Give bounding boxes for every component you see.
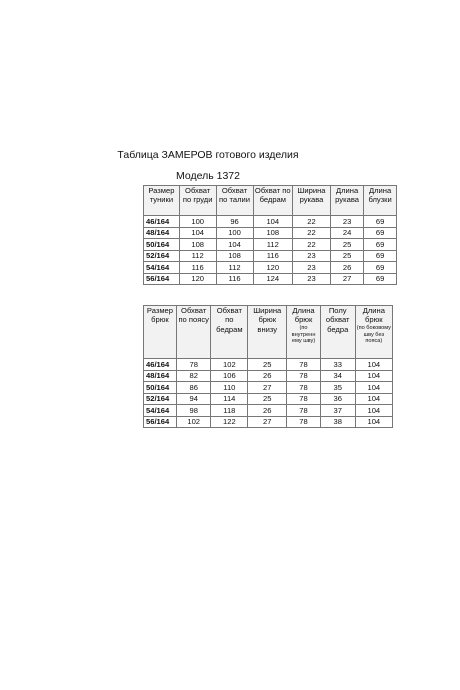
table-cell: 36: [320, 393, 355, 405]
table-cell: 78: [287, 405, 320, 417]
table-cell: 25: [248, 359, 287, 371]
table-cell: 82: [176, 370, 211, 382]
table-cell: 104: [355, 393, 392, 405]
trousers-measurements-table: [143, 305, 393, 428]
column-header-side-length: [355, 306, 392, 359]
size-cell: 54/164: [144, 262, 180, 274]
table-cell: 116: [216, 273, 253, 285]
column-header-size: Размер брюк: [144, 306, 177, 359]
column-header-hips: Обхват по бедрам: [211, 306, 248, 359]
table-cell: 69: [364, 262, 397, 274]
table-row: [144, 216, 397, 228]
table-cell: 120: [253, 262, 292, 274]
table-row: [144, 273, 397, 285]
table-cell: 104: [253, 216, 292, 228]
table-cell: 25: [248, 393, 287, 405]
column-header-sleeve-width: Ширина рукава: [293, 186, 331, 216]
table-cell: 23: [293, 262, 331, 274]
size-cell: 52/164: [144, 250, 180, 262]
table-cell: 69: [364, 227, 397, 239]
table-cell: 104: [355, 416, 392, 428]
size-cell: 52/164: [144, 393, 177, 405]
size-cell: 48/164: [144, 370, 177, 382]
column-header-waistband: Обхват по поясу: [176, 306, 211, 359]
table-cell: 116: [253, 250, 292, 262]
size-cell: 56/164: [144, 416, 177, 428]
table-row: [144, 262, 397, 274]
table-row: [144, 416, 393, 428]
table-row: [144, 239, 397, 251]
size-cell: 50/164: [144, 382, 177, 394]
table-cell: 26: [248, 405, 287, 417]
column-header-hips: Обхват по бедрам: [253, 186, 292, 216]
table-cell: 104: [355, 405, 392, 417]
table-cell: 106: [211, 370, 248, 382]
table-row: [144, 393, 393, 405]
size-cell: 54/164: [144, 405, 177, 417]
table-cell: 23: [293, 273, 331, 285]
table-cell: 100: [216, 227, 253, 239]
column-header-chest: Обхват по груди: [179, 186, 216, 216]
table-cell: 118: [211, 405, 248, 417]
table-cell: 98: [176, 405, 211, 417]
column-header-sleeve-length: Длина рукава: [330, 186, 363, 216]
table-cell: 23: [293, 250, 331, 262]
size-cell: 46/164: [144, 359, 177, 371]
table-cell: 25: [330, 239, 363, 251]
table-cell: 122: [211, 416, 248, 428]
inner-length-label: Длина брюк: [292, 306, 315, 325]
table-cell: 112: [216, 262, 253, 274]
document-title: Таблица ЗАМЕРОВ готового изделия: [117, 149, 299, 161]
table-cell: 114: [211, 393, 248, 405]
table-row: [144, 359, 393, 371]
model-number: Модель 1372: [176, 170, 240, 182]
size-cell: 50/164: [144, 239, 180, 251]
inner-length-note: (по внутренн ему шву): [291, 324, 316, 345]
table-cell: 27: [248, 416, 287, 428]
table-cell: 78: [287, 393, 320, 405]
table-row: [144, 382, 393, 394]
table-cell: 102: [176, 416, 211, 428]
table-cell: 96: [216, 216, 253, 228]
table-cell: 69: [364, 216, 397, 228]
table-cell: 22: [293, 227, 331, 239]
table-cell: 24: [330, 227, 363, 239]
table-cell: 23: [330, 216, 363, 228]
table-cell: 120: [179, 273, 216, 285]
column-header-size: Размер туники: [144, 186, 180, 216]
size-cell: 46/164: [144, 216, 180, 228]
tunic-measurements-table: [143, 185, 397, 285]
column-header-half-hip: Полу обхват бедра: [320, 306, 355, 359]
size-cell: 56/164: [144, 273, 180, 285]
table-row: [144, 370, 393, 382]
table-cell: 104: [216, 239, 253, 251]
column-header-waist: Обхват по талии: [216, 186, 253, 216]
table-cell: 116: [179, 262, 216, 274]
table-cell: 26: [248, 370, 287, 382]
table-cell: 102: [211, 359, 248, 371]
table-cell: 22: [293, 216, 331, 228]
table-cell: 27: [330, 273, 363, 285]
table-cell: 124: [253, 273, 292, 285]
table-cell: 108: [253, 227, 292, 239]
table-cell: 37: [320, 405, 355, 417]
table-cell: 104: [355, 382, 392, 394]
table-cell: 110: [211, 382, 248, 394]
table-row: [144, 405, 393, 417]
size-cell: 48/164: [144, 227, 180, 239]
table-cell: 94: [176, 393, 211, 405]
table-cell: 69: [364, 273, 397, 285]
table-cell: 78: [287, 416, 320, 428]
table-header-row: [144, 186, 397, 216]
table-cell: 112: [253, 239, 292, 251]
table-cell: 78: [287, 370, 320, 382]
table-cell: 78: [176, 359, 211, 371]
table-cell: 104: [179, 227, 216, 239]
table-cell: 104: [355, 359, 392, 371]
side-length-note: (по боковому шву без пояса): [356, 324, 391, 345]
table-cell: 34: [320, 370, 355, 382]
table-cell: 86: [176, 382, 211, 394]
table-cell: 78: [287, 359, 320, 371]
table-cell: 38: [320, 416, 355, 428]
column-header-inner-length: [287, 306, 320, 359]
column-header-bottom-width: Ширина брюк внизу: [248, 306, 287, 359]
table-cell: 33: [320, 359, 355, 371]
table-cell: 112: [179, 250, 216, 262]
table-cell: 100: [179, 216, 216, 228]
table-cell: 69: [364, 239, 397, 251]
table-cell: 35: [320, 382, 355, 394]
table-cell: 22: [293, 239, 331, 251]
table-cell: 27: [248, 382, 287, 394]
table-cell: 78: [287, 382, 320, 394]
column-header-blouse-length: Длина блузки: [364, 186, 397, 216]
table-header-row: [144, 306, 393, 359]
table-cell: 25: [330, 250, 363, 262]
table-cell: 69: [364, 250, 397, 262]
table-cell: 26: [330, 262, 363, 274]
table-row: [144, 250, 397, 262]
side-length-label: Длина брюк: [362, 306, 385, 325]
table-row: [144, 227, 397, 239]
table-cell: 104: [355, 370, 392, 382]
table-cell: 108: [179, 239, 216, 251]
table-cell: 108: [216, 250, 253, 262]
